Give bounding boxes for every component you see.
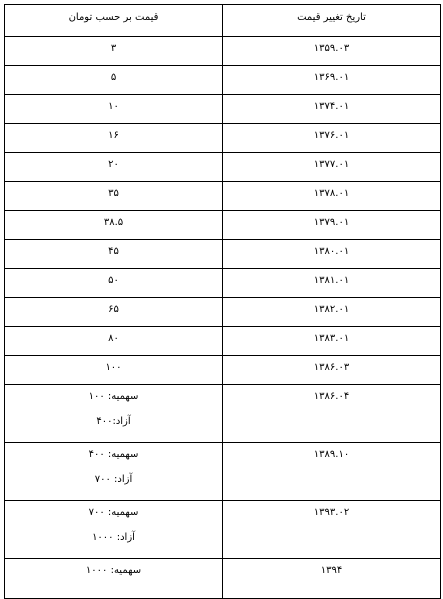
table-header-row xyxy=(5,5,441,37)
price-line: ۶۵ xyxy=(108,304,119,315)
price-line: ۳۵ xyxy=(108,188,119,199)
cell-date: ۱۳۶۹.۰۱ xyxy=(223,66,441,95)
cell-date: ۱۳۷۷.۰۱ xyxy=(223,153,441,182)
cell-price xyxy=(5,124,223,153)
cell-price xyxy=(5,95,223,124)
table-row xyxy=(5,298,441,327)
cell-price xyxy=(5,385,223,443)
price-line: سهمیه: ۱۰۰۰ xyxy=(85,565,142,576)
table-row xyxy=(5,66,441,95)
price-line: ۵ xyxy=(110,72,117,83)
cell-price xyxy=(5,501,223,559)
table-row xyxy=(5,443,441,501)
cell-price xyxy=(5,269,223,298)
cell-date: ۱۳۹۳.۰۲ xyxy=(223,501,441,559)
header-date: تاریخ تغییر قیمت xyxy=(223,5,441,37)
cell-date: ۱۳۷۶.۰۱ xyxy=(223,124,441,153)
price-line: ۸۰ xyxy=(108,333,119,344)
price-line: سهمیه: ۴۰۰ xyxy=(88,449,139,460)
price-line: ۴۵ xyxy=(108,246,119,257)
table-row xyxy=(5,269,441,298)
cell-price xyxy=(5,37,223,66)
cell-date: ۱۳۸۰.۰۱ xyxy=(223,240,441,269)
cell-date: ۱۳۷۴.۰۱ xyxy=(223,95,441,124)
table-row xyxy=(5,95,441,124)
cell-price xyxy=(5,153,223,182)
table-row xyxy=(5,385,441,443)
cell-price xyxy=(5,356,223,385)
price-line: ۳ xyxy=(110,43,117,54)
cell-price xyxy=(5,327,223,356)
cell-date: ۱۳۹۴ xyxy=(223,559,441,599)
table-row xyxy=(5,356,441,385)
cell-price xyxy=(5,211,223,240)
price-history-table xyxy=(4,4,441,599)
table-body xyxy=(5,37,441,599)
table-row xyxy=(5,211,441,240)
price-line: ۲۰ xyxy=(108,159,119,170)
price-line: ۳۸.۵ xyxy=(103,217,124,228)
cell-date: ۱۳۸۳.۰۱ xyxy=(223,327,441,356)
table-row xyxy=(5,153,441,182)
cell-date: ۱۳۸۶.۰۴ xyxy=(223,385,441,443)
cell-price xyxy=(5,240,223,269)
cell-price xyxy=(5,66,223,95)
table-row xyxy=(5,240,441,269)
cell-price xyxy=(5,298,223,327)
price-line: ۱۰۰ xyxy=(105,362,122,373)
price-line: ۵۰ xyxy=(108,275,119,286)
table-row xyxy=(5,327,441,356)
table-row xyxy=(5,124,441,153)
cell-date: ۱۳۵۹.۰۳ xyxy=(223,37,441,66)
cell-date: ۱۳۸۲.۰۱ xyxy=(223,298,441,327)
cell-price xyxy=(5,443,223,501)
cell-date: ۱۳۸۹.۱۰ xyxy=(223,443,441,501)
price-line-secondary: آزاد: ۷۰۰ xyxy=(94,474,133,485)
price-line-secondary: آزاد:۴۰۰ xyxy=(96,416,131,427)
table-row xyxy=(5,37,441,66)
cell-date: ۱۳۷۸.۰۱ xyxy=(223,182,441,211)
price-line: سهمیه: ۷۰۰ xyxy=(88,507,139,518)
table-row xyxy=(5,501,441,559)
price-line: ۱۶ xyxy=(108,130,119,141)
cell-price xyxy=(5,182,223,211)
price-line: سهمیه: ۱۰۰ xyxy=(88,391,139,402)
cell-date: ۱۳۸۱.۰۱ xyxy=(223,269,441,298)
header-price: قیمت بر حسب تومان xyxy=(5,5,223,37)
price-line: ۱۰ xyxy=(108,101,119,112)
price-line-secondary: آزاد: ۱۰۰۰ xyxy=(92,532,135,543)
table-row xyxy=(5,182,441,211)
cell-date: ۱۳۷۹.۰۱ xyxy=(223,211,441,240)
cell-date: ۱۳۸۶.۰۳ xyxy=(223,356,441,385)
